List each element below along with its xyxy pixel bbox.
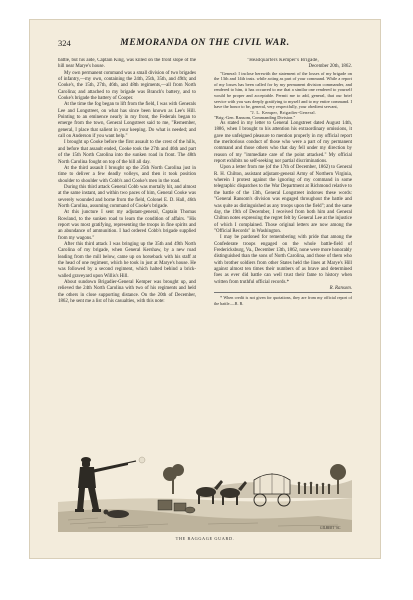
page-header (30, 38, 380, 52)
left-column (58, 58, 196, 434)
paragraph: At the time the fog began to lift from the field, I was with Generals Lee and Longstreet, on what has since been known as Lee's Hill. Pointing to an eminence nearly in my front, the Federals began to emerge from the town, General Longstreet said to me, "Remember, general, I place that salient in your keeping. Do what is needed; and call on Anderson if you want help." (58, 102, 196, 140)
right-column (214, 58, 352, 434)
paragraph: As stated in my letter to General Longstreet dated August 14th, 1886, when I brought to his attention his extraordinary omissions, it gave me unfeigned pleasure to mention properly in my official report the meritorious conduct of those who were a part of my permanent command and those others who that day fell under my direction by reason of my "immediate care of the point attacked." My official report exhibits no self-seeking nor partial discriminations. (214, 121, 352, 165)
paragraph: At the third assault I brought up the 25th North Carolina just in time to deliver a few deadly volleys, and then it took position shoulder to shoulder with Cobb's and Cooke's men in the road. (58, 165, 196, 184)
paragraph: After this third attack I was bringing up the 35th and 49th North Carolina of my brigade, when General Kershaw, by a new road leading from the mill below, came up on horseback with his staff at the head of one regiment, which he took in just at Marye's house. He was followed by a second regiment, which halted behind a brick-walled graveyard upon Willis's Hill. (58, 241, 196, 279)
engraving-illustration (58, 440, 352, 532)
letter-date: December 20th, 1862. (308, 64, 352, 70)
illustration-caption: THE BAGGAGE GUARD. (175, 536, 235, 541)
page-number: 324 (58, 38, 71, 48)
letter-addressee: "Brig.-Gen. Ransom, Commanding Division." (214, 115, 296, 121)
paragraph: At this juncture I sent my adjutant-general, Captain Thomas Rowland, to the sunken road to learn the condition of affairs. "His report was most gratifying, representing the troops in fine spirits and an abundance of ammunition. I had ordered Cobb's brigade supplied from my wagons." (58, 210, 196, 241)
letter-signature: "J. L. Kemper, Brigadier-General. (249, 109, 317, 115)
paragraph: Upon a letter from me (of the 17th of December, 1862) to General R. H. Chilton, assistant adjutant-general Army of Northern Virginia, wherein I protest against the ignoring of my command in some telegraphic dispatches to the War Department at Richmond relative to the battle of the 13th, General Longstreet indorses these words: "General Ransom's division was engaged throughout the battle and was quite as distinguished as any troops upon the field"; and the same day, the 19th of December, I received from both him and General Chilton notes expressing the regret felt by General Lee at the injustice of which I complained. Those original letters are now among the "Official Records" in Washington. (214, 165, 352, 234)
book-page (30, 20, 380, 558)
paragraph: I may be pardoned for remembering with pride that among the Confederate troops engaged on the whole battle-field of Fredericksburg, Va., December 13th, 1862, none were more honorably distinguished than the sons of North Carolina, and those of them who with brother soldiers from other States held the lines at Marye's Hill against almost ten times their numbers of as brave and determined foes as ever did battle can well trust their fame to history when written from truthful official records.* (214, 235, 352, 285)
baggage-guard-engraving (58, 440, 352, 532)
letter-dateline: "Headquarters Kemper's Brigade, (247, 58, 319, 63)
paragraph: I brought up Cooke before the first assault to the crest of the hills, and before that assault ended, Cooke took the 27th and 46th and part of the 15th North Carolina into the sunken road in front. The 48th North Carolina fought on top of the hill all day. (58, 140, 196, 165)
paragraph: About sundown Brigadier-General Kemper was brought up, and relieved the 24th North Carolina with two of his regiments and held the others in close supporting distance. On the 20th of December, 1862, he sent me a list of his casualties, with this note: (58, 280, 196, 305)
paragraph: During this third attack General Cobb was mortally hit, and almost at the same instant, and within two paces of him, General Cooke was severely wounded and borne from the field, Colonel E. D. Hall, 46th North Carolina, assuming command of Cooke's brigade. (58, 184, 196, 209)
letter-body: "General: I inclose herewith the statement of the losses of my brigade on the 13th and 14th insts. while acting as part of your command. While a report of my losses has been called for by my permanent division commander, and rendered to him, it has occurred to me that a similar one rendered to yourself would be proper and acceptable. Permit me to add, general, that our brief service with you was deeply gratifying to myself and to my entire command. I have the honor to be, general, very respectfully, your obedient servant, (214, 70, 352, 110)
artist-signature: GILBERT 'SC. (320, 526, 342, 530)
running-title: MEMORANDA ON THE CIVIL WAR. (120, 38, 290, 48)
footnote: * When credit is not given for quotations, they are from my official report of the battle.—R. R. (214, 292, 352, 305)
paragraph: My own permanent command was a small division of two brigades of infantry,—my own, containing the 24th, 25th, 35th, and 49th; and Cooke's, the 15th, 27th, 46th, and 48th regiments,—all from North Carolina; and attached to my brigade was Branch's battery, and to Cooke's brigade the battery of Cooper. (58, 70, 196, 102)
paragraph: battle, but his aide, Captain King, was killed on the front slope of the hill near Marye's house. (58, 58, 196, 70)
author-signature: R. Ransom. (329, 285, 352, 291)
